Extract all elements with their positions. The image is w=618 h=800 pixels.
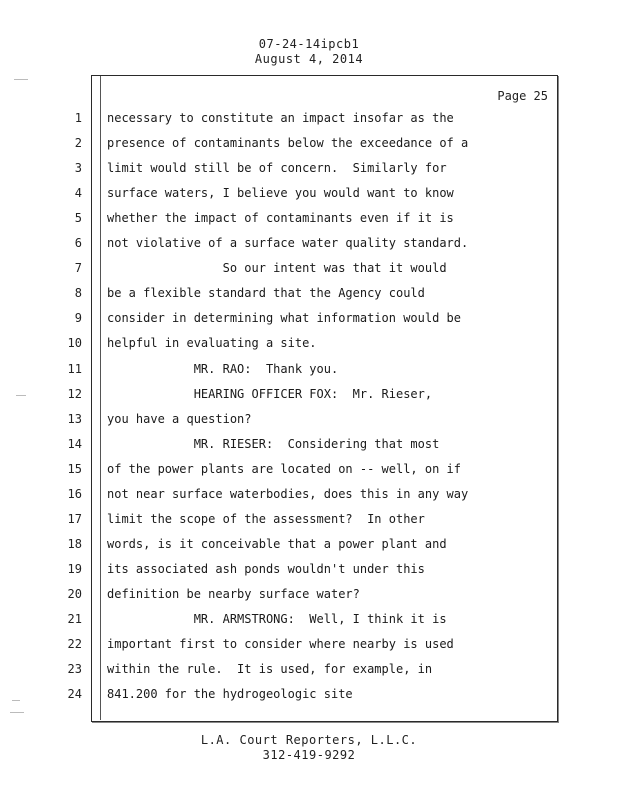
document-id: 07-24-14ipcb1 bbox=[258, 37, 360, 51]
scan-artifact bbox=[14, 79, 28, 80]
line-number: 1 bbox=[74, 111, 82, 125]
line-number: 24 bbox=[67, 687, 82, 701]
page-number: Page 25 bbox=[497, 89, 548, 103]
scan-artifact bbox=[10, 712, 24, 713]
transcript-line: So our intent was that it would bbox=[107, 261, 447, 275]
transcript-line: MR. RAO: Thank you. bbox=[107, 362, 339, 376]
scan-artifact bbox=[16, 395, 26, 396]
line-number: 10 bbox=[67, 336, 82, 350]
line-number: 8 bbox=[74, 286, 82, 300]
transcript-line: limit would still be of concern. Similarly for bbox=[107, 161, 447, 175]
line-number: 6 bbox=[74, 236, 82, 250]
transcript-line: MR. RIESER: Considering that most bbox=[107, 437, 440, 451]
transcript-line: not near surface waterbodies, does this in any way bbox=[107, 487, 469, 501]
line-number: 9 bbox=[74, 311, 82, 325]
margin-rule bbox=[100, 76, 101, 720]
line-number: 4 bbox=[74, 186, 82, 200]
transcript-line: within the rule. It is used, for example, in bbox=[107, 662, 433, 676]
line-number: 16 bbox=[67, 487, 82, 501]
line-number: 20 bbox=[67, 587, 82, 601]
transcript-line: be a flexible standard that the Agency could bbox=[107, 286, 425, 300]
line-number: 2 bbox=[74, 136, 82, 150]
court-reporter-phone: 312-419-9292 bbox=[262, 748, 356, 762]
line-number: 19 bbox=[67, 562, 82, 576]
line-number: 7 bbox=[74, 261, 82, 275]
transcript-line: definition be nearby surface water? bbox=[107, 587, 360, 601]
transcript-line: not violative of a surface water quality standard. bbox=[107, 236, 469, 250]
transcript-line: HEARING OFFICER FOX: Mr. Rieser, bbox=[107, 387, 433, 401]
transcript-line: presence of contaminants below the exceedance of a bbox=[107, 136, 469, 150]
transcript-line: limit the scope of the assessment? In other bbox=[107, 512, 425, 526]
line-number: 13 bbox=[67, 412, 82, 426]
line-number: 23 bbox=[67, 662, 82, 676]
transcript-line: you have a question? bbox=[107, 412, 252, 426]
transcript-line: necessary to constitute an impact insofar as the bbox=[107, 111, 454, 125]
line-number: 14 bbox=[67, 437, 82, 451]
scan-artifact bbox=[12, 700, 20, 701]
transcript-line: of the power plants are located on -- well, on if bbox=[107, 462, 462, 476]
transcript-line: whether the impact of contaminants even if it is bbox=[107, 211, 454, 225]
line-number: 15 bbox=[67, 462, 82, 476]
transcript-date: August 4, 2014 bbox=[254, 52, 364, 66]
court-reporter-name: L.A. Court Reporters, L.L.C. bbox=[200, 733, 418, 747]
line-number: 18 bbox=[67, 537, 82, 551]
line-number: 21 bbox=[67, 612, 82, 626]
line-number: 12 bbox=[67, 387, 82, 401]
transcript-line: MR. ARMSTRONG: Well, I think it is bbox=[107, 612, 447, 626]
line-number: 17 bbox=[67, 512, 82, 526]
line-number: 5 bbox=[74, 211, 82, 225]
line-number: 22 bbox=[67, 637, 82, 651]
transcript-line: words, is it conceivable that a power plant and bbox=[107, 537, 447, 551]
transcript-line: 841.200 for the hydrogeologic site bbox=[107, 687, 353, 701]
transcript-line: helpful in evaluating a site. bbox=[107, 336, 317, 350]
transcript-line: consider in determining what information would be bbox=[107, 311, 462, 325]
transcript-line: its associated ash ponds wouldn't under this bbox=[107, 562, 425, 576]
transcript-line: important first to consider where nearby is used bbox=[107, 637, 454, 651]
transcript-line: surface waters, I believe you would want to know bbox=[107, 186, 454, 200]
line-number: 11 bbox=[67, 362, 82, 376]
line-number: 3 bbox=[74, 161, 82, 175]
